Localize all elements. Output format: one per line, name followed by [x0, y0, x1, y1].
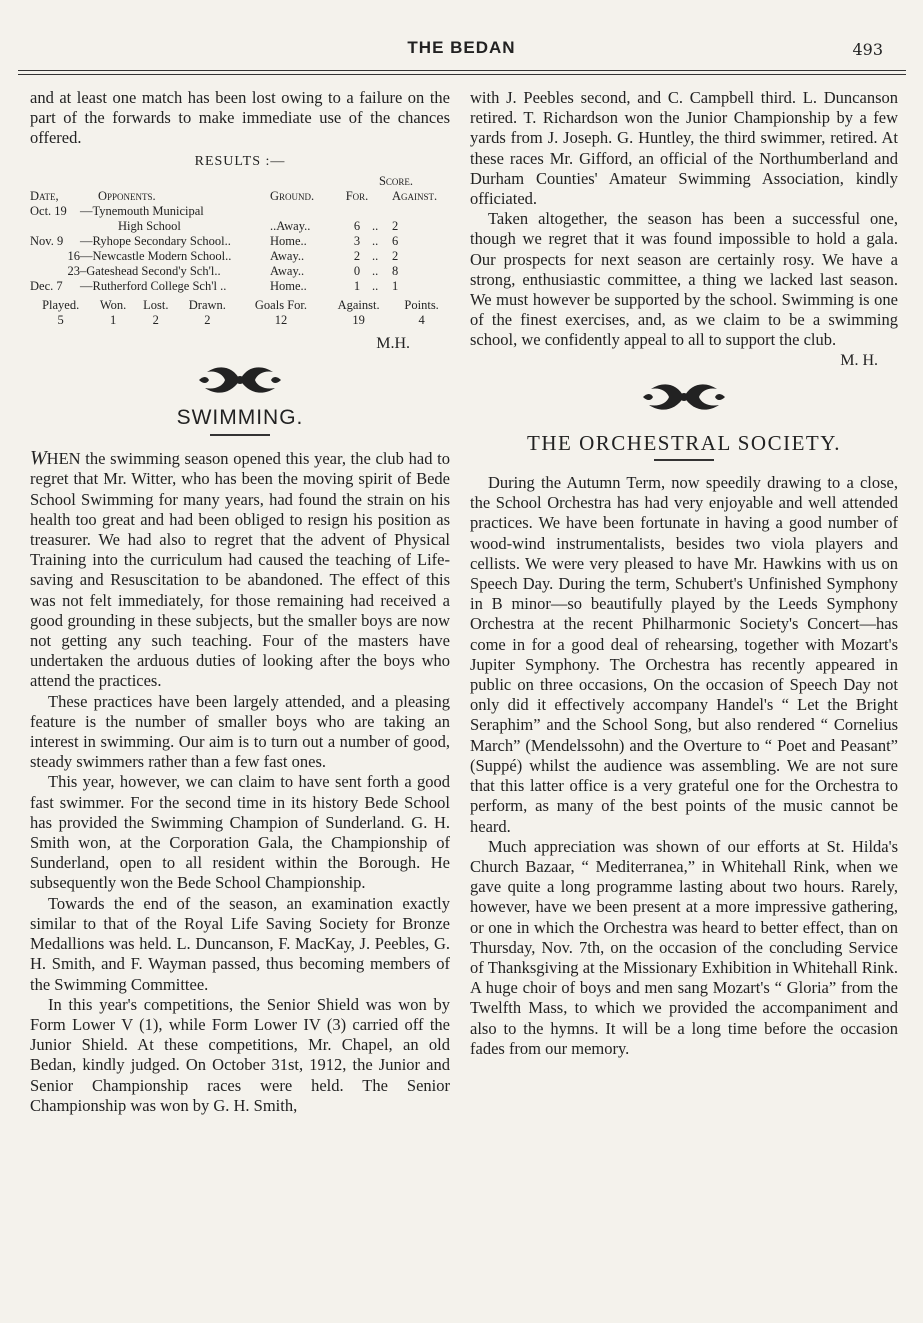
summary-values-row: [30, 313, 450, 328]
row-ground: Away..: [270, 263, 305, 278]
running-title: THE BEDAN: [407, 38, 516, 57]
row-for: 3: [353, 233, 361, 248]
row-date: Dec. 7: [30, 278, 63, 293]
swimming-section-title: SWIMMING.: [176, 406, 304, 430]
row-sep: ..: [372, 233, 379, 248]
summary-header: Played.: [42, 297, 80, 312]
table-row: [30, 264, 450, 279]
drop-cap: W: [30, 447, 47, 470]
swimming-signature: M. H.: [840, 351, 878, 369]
row-sep: ..: [372, 263, 379, 278]
summary-value: 1: [109, 312, 117, 327]
header-against: Against.: [392, 188, 438, 203]
row-opponent: —Rutherford College Sch'l ..: [80, 278, 227, 293]
results-heading: RESULTS :—: [194, 153, 286, 169]
summary-value: 19: [352, 312, 365, 327]
row-sep: ..: [372, 218, 379, 233]
table-row: [30, 249, 450, 264]
header-opponents: Opponents.: [98, 188, 156, 203]
page-number: 493: [852, 40, 883, 59]
row-date: 16: [67, 248, 80, 263]
row-against: 2: [392, 248, 399, 263]
table-row: [30, 204, 450, 219]
summary-header: Drawn.: [188, 297, 226, 312]
header-ground: Ground.: [270, 188, 315, 203]
row-against: 2: [392, 218, 399, 233]
row-opponent: –Gateshead Second'y Sch'l..: [80, 263, 221, 278]
row-for: 2: [353, 248, 361, 263]
row-opponent: —Newcastle Modern School..: [80, 248, 232, 263]
row-opponent-line2: High School: [118, 218, 181, 233]
summary-header: Against.: [337, 297, 380, 312]
football-signature: M.H.: [376, 334, 410, 352]
swimming-continued-paragraph: with J. Peebles second, and C. Campbell third. L. Duncanson retired. T. Richardson won the Junior Championship by a few yards from J. Joseph. G. Huntley, the third swimmer, retired. At these races Mr. Gifford, an official of the Northumberland and Durham Counties' Amateur Swimming Association, kindly officiated.: [470, 88, 898, 209]
summary-value: 2: [152, 312, 159, 327]
table-row: [30, 279, 450, 294]
score-header: Score.: [378, 173, 414, 188]
right-column: [470, 88, 898, 1059]
swimming-paragraph: This year, however, we can claim to have sent forth a good fast swimmer. For the second time in its history Bede School has provided the Swimming Champion of Sunderland. G. H. Smith won, at the Corporation Gala, the Championship of Sunderland, open to all resident within the Borough. He subsequently won the Bede School Championship.: [30, 772, 450, 893]
summary-header: Won.: [99, 297, 127, 312]
row-against: 1: [392, 278, 399, 293]
row-for: 1: [353, 278, 361, 293]
row-ground: Home..: [270, 233, 307, 248]
row-against: 8: [392, 263, 399, 278]
left-column: [30, 88, 450, 1116]
row-for: 0: [353, 263, 361, 278]
orchestral-paragraph: During the Autumn Term, now speedily drawing to a close, the School Orchestra has had very enjoyable and well attended practices. We have been fortunate in having a good number of wood-wind instrumentalists, besides two viola players and cellists. We were very pleased to have Mr. Hawkins with us on Speech Day. During the term, Schubert's Unfinished Symphony in B minor—so beautifully played by the Leeds Symphony Orchestra at the recent Philharmonic Society's Concert—has come in for a good deal of rehearsing, together with Mozart's Jupiter Symphony. The Orchestra has recently appeared in public on three occasions, On the occasion of Speech Day not only did it effectively accompany Handel's “ Let the Bright Seraphim” and the School Song, but also rendered “ Cornelius March” (Mendelssohn) and the Overture to “ Poet and Peasant” (Suppé) whilst the audience was assembling. We are not sure that this latter office is a very grateful one for the Orchestra to perform, as many of the best points of the music cannot be heard.: [470, 473, 898, 836]
row-sep: ..: [372, 278, 379, 293]
results-header-row: [30, 189, 450, 204]
summary-header-row: [30, 298, 450, 313]
row-opponent: —Tynemouth Municipal: [80, 203, 204, 218]
row-date: Nov. 9: [30, 233, 64, 248]
section-rule: [210, 434, 270, 436]
row-ground: ..Away..: [270, 218, 311, 233]
summary-value: 5: [57, 312, 64, 327]
swimming-paragraph: In this year's competitions, the Senior Shield was won by Form Lower V (1), while Form Lower IV (3) carried off the Junior Shield. At these competitions, Mr. Chapel, an old Bedan, kindly judged. On October 31st, 1912, the Junior and Senior Championship races were held. The Senior Championship was won by G. H. Smith,: [30, 994, 450, 1115]
table-row: [30, 234, 450, 249]
header-rule-bottom: [18, 74, 906, 75]
summary-value: 2: [204, 312, 211, 327]
orchestral-paragraph: Much appreciation was shown of our efforts at St. Hilda's Church Bazaar, “ Mediterranea,” in Whitehall Rink, when we gave quite a long programme lasting about two hours. Rarely, however, have we been present at a more impressive gathering, or one in which the Orchestra was heard to better effect, than on Thursday, Nov. 7th, on the occasion of the concluding Service of Thanksgiving at the Missionary Exhibition in Whitehall Rink. A huge choir of boys and men sang Mozart's “ Gloria” from the Twelfth Mass, to which we provided the accompaniment and also to the hymns. It will be a long time before the occasion fades from our memory.: [470, 836, 898, 1058]
swimming-paragraph: WHEN the swimming season opened this year, the club had to regret that Mr. Witter, who has been the moving spirit of Bede School Swimming for many years, had found the strain on his health too great and had been obliged to resign his position as treasurer. We had also to regret that the advent of Physical Training into the curriculum had caused the teaching of Life-saving and Resuscitation to be abandoned. The effect of this was not felt immediately, for those remaining had received a good grounding in these subjects, but the smaller boys are now not getting any such teaching. Four of the masters have undertaken the arduous duties of looking after the boys who attend the practices.: [30, 447, 450, 691]
row-ground: Away..: [270, 248, 305, 263]
row-opponent: —Ryhope Secondary School..: [80, 233, 231, 248]
section-rule: [654, 459, 714, 461]
row-against: 6: [392, 233, 399, 248]
floral-ornament-icon: [195, 358, 285, 402]
row-for: 6: [353, 218, 361, 233]
floral-ornament-icon: [639, 375, 729, 419]
summary-header: Goals For.: [254, 297, 307, 312]
swimming-continued-paragraph: Taken altogether, the season has been a successful one, though we regret that it was found impossible to hold a gala. Our prospects for next season are certainly rosy. We have a strong, enthusiastic committee, a thing we lacked last season. We must however be supported by the school. Swimming is one of the finest exercises, and, as we claim to be a swimming school, we confidently appeal to all to support the club.: [470, 209, 898, 350]
summary-header: Lost.: [143, 297, 169, 312]
row-sep: ..: [372, 248, 379, 263]
season-summary-table: [30, 298, 450, 328]
swimming-paragraph: These practices have been largely attended, and a pleasing feature is the number of smaller boys who are taking an interest in swimming. Our aim is to turn out a number of good, steady swimmers rather than a few fast ones.: [30, 691, 450, 772]
header-for: For.: [345, 188, 369, 203]
football-intro-text: and at least one match has been lost owing to a failure on the part of the forwards to make immediate use of the chances offered.: [30, 88, 450, 148]
table-row: [30, 219, 450, 234]
summary-header: Points.: [404, 297, 439, 312]
summary-value: 4: [418, 312, 425, 327]
page-header: [0, 30, 923, 70]
header-date: Date,: [30, 188, 59, 203]
results-table: [30, 174, 450, 294]
row-ground: Home..: [270, 278, 307, 293]
summary-value: 12: [274, 312, 288, 327]
swimming-paragraph: Towards the end of the season, an examination exactly similar to that of the Royal Life Saving Society for Bronze Medallions was held. L. Duncanson, F. MacKay, J. Peebles, G. H. Smith, and F. Wayman passed, thus becoming members of the Swimming Committee.: [30, 893, 450, 994]
header-rule-top: [18, 70, 906, 71]
row-date: Oct. 19: [30, 203, 67, 218]
row-date: 23: [67, 263, 80, 278]
orchestral-section-title: THE ORCHESTRAL SOCIETY.: [527, 430, 841, 455]
